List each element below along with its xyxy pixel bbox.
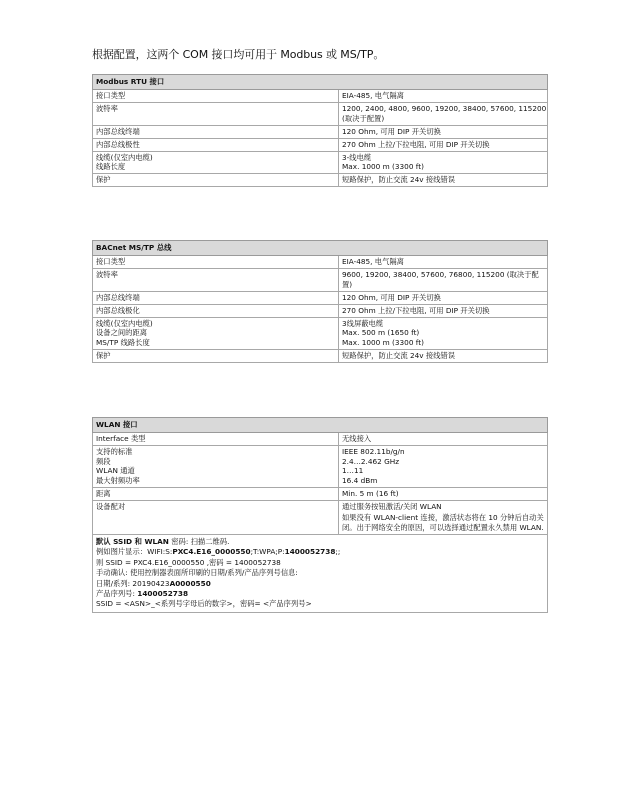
- table-row: [93, 445, 548, 487]
- spec-value-line: EIA-485, 电气隔离: [342, 91, 404, 100]
- note-line-1: 默认 SSID 和 WLAN 密码: 扫描二维码.: [96, 536, 230, 546]
- spec-value-line: 3线屏蔽电缆: [342, 318, 384, 328]
- spec-key-line: 波特率: [96, 103, 118, 113]
- spec-value: [339, 304, 548, 317]
- table-row: [93, 256, 548, 269]
- spec-value-line: 1…11: [342, 466, 364, 476]
- spec-key-line: 保护: [96, 350, 111, 360]
- spec-value-line: Max. 500 m (1650 ft): [342, 328, 420, 338]
- spec-value-line: 短路保护，防止交流 24v 接线错误: [342, 350, 456, 360]
- table-row: [93, 125, 548, 138]
- spec-key: [93, 445, 339, 487]
- spec-key: [93, 102, 339, 125]
- intro-text: 根据配置，这两个 COM 接口均可用于 Modbus 或 MS/TP。: [92, 48, 385, 61]
- spec-key-line: 设备之间的距离: [96, 328, 148, 338]
- spec-key: 设备配对: [93, 500, 339, 534]
- spec-key: [93, 349, 339, 362]
- spec-value: [339, 291, 548, 304]
- spec-value-line: 置): [342, 279, 353, 289]
- bacnet-table-title: BACnet MS/TP 总线: [93, 241, 548, 256]
- spec-key-line: 波特率: [96, 269, 118, 279]
- spec-key-line: 保护: [96, 175, 111, 185]
- spec-value: [339, 317, 548, 349]
- spec-value-line: 270 Ohm 上拉/下拉电阻, 可用 DIP 开关切换: [342, 305, 490, 315]
- spec-key-line: 内部总线极性: [96, 139, 140, 149]
- spec-key: [93, 125, 339, 138]
- spec-key: [93, 90, 339, 103]
- spec-key-line: 线缆(仅室内电缆): [96, 152, 153, 162]
- table-row: [93, 174, 548, 187]
- spec-key-line: 接口类型: [96, 257, 126, 266]
- wlan-notes: [93, 534, 548, 612]
- spec-value: [339, 102, 548, 125]
- table-row: [93, 102, 548, 125]
- spec-value-line: 2.4…2.462 GHz: [342, 456, 400, 466]
- spec-value: [339, 500, 548, 534]
- spec-value: [339, 256, 548, 269]
- spec-value: [339, 174, 548, 187]
- spec-value-line: 120 Ohm, 可用 DIP 开关切换: [342, 126, 441, 136]
- spec-value: [339, 349, 548, 362]
- spec-value: [339, 90, 548, 103]
- spec-value-line: EIA-485, 电气隔离: [342, 257, 404, 266]
- spec-value-line: Min. 5 m (16 ft): [342, 488, 399, 498]
- spec-value: [339, 268, 548, 291]
- spec-value-line: Max. 1000 m (3300 ft): [342, 337, 424, 347]
- spec-value: [339, 138, 548, 151]
- spec-key: [93, 256, 339, 269]
- spec-key: [93, 151, 339, 174]
- spec-key: [93, 138, 339, 151]
- wlan-table: [92, 417, 548, 613]
- spec-key-line: 内部总线极化: [96, 305, 140, 315]
- note-line-3: 则 SSID = PXC4.E16_0000550 ,密码 = 1400052738: [96, 557, 281, 567]
- spec-key-line: WLAN 通道: [96, 466, 135, 476]
- table-row: [93, 349, 548, 362]
- modbus-table: [92, 74, 548, 187]
- spec-value: [339, 445, 548, 487]
- spec-value-line: 9600, 19200, 38400, 57600, 76800, 115200 (取决于配: [342, 269, 539, 279]
- spec-key-line: Interface 类型: [96, 434, 146, 443]
- wlan-table-title: WLAN 接口: [93, 418, 548, 433]
- spec-value-line: 无线接入: [342, 434, 372, 443]
- spec-value-line: 16.4 dBm: [342, 475, 378, 485]
- spec-key-line: 接口类型: [96, 91, 126, 100]
- table-row: [93, 268, 548, 291]
- spec-key-line: MS/TP 线路长度: [96, 337, 150, 347]
- spec-value: [339, 125, 548, 138]
- modbus-table-title: Modbus RTU 接口: [93, 75, 548, 90]
- spec-value-line: 1200, 2400, 4800, 9600, 19200, 38400, 57600, 115200: [342, 103, 547, 113]
- spec-key-line: 距离: [96, 488, 111, 498]
- table-row: [93, 304, 548, 317]
- note-line-4: 手动确认: 使用控制器表面所印刷的日期/系列/产品序列号信息:: [96, 568, 298, 578]
- spec-key: [93, 268, 339, 291]
- spec-value: [339, 487, 548, 500]
- table-row: [93, 500, 548, 534]
- spec-key-line: 内部总线终端: [96, 126, 140, 136]
- spec-value-line: 120 Ohm, 可用 DIP 开关切换: [342, 292, 441, 302]
- note-line-6: 产品序列号: 1400052738: [96, 588, 189, 598]
- table-row: [93, 138, 548, 151]
- spec-value-line: 270 Ohm 上拉/下拉电阻, 可用 DIP 开关切换: [342, 139, 490, 149]
- note-line-5: 日期/系列: 20190423A0000550: [96, 578, 211, 588]
- spec-value-line: Max. 1000 m (3300 ft): [342, 162, 424, 172]
- spec-key: [93, 433, 339, 446]
- spec-key: [93, 291, 339, 304]
- spec-key-line: 线路长度: [96, 162, 126, 172]
- table-row: [93, 90, 548, 103]
- spec-key: [93, 317, 339, 349]
- spec-key-line: 线缆(仅室内电缆): [96, 318, 153, 328]
- table-row: [93, 487, 548, 500]
- spec-key: [93, 487, 339, 500]
- spec-value-line: 短路保护，防止交流 24v 接线错误: [342, 175, 456, 185]
- bacnet-table: [92, 240, 548, 363]
- spec-key-line: 支持的标准: [96, 446, 133, 456]
- pairing-line-2: 如果没有 WLAN-client 连接，激活状态将在 10 分钟后自动关闭。出于网络安全的原因，可以选择通过配置永久禁用 WLAN.: [342, 513, 544, 532]
- spec-value-line: IEEE 802.11b/g/n: [342, 446, 405, 456]
- note-line-2: 例如图片显示：WIFI:S:PXC4.E16_0000550;T:WPA;P:1400052738;;: [96, 547, 341, 557]
- spec-value: [339, 433, 548, 446]
- spec-value-line: 3-线电缆: [342, 152, 372, 162]
- spec-value: [339, 151, 548, 174]
- note-line-7: SSID = <ASN>_<系列号字母后的数字>，密码= <产品序列号>: [96, 599, 312, 609]
- table-row: [93, 151, 548, 174]
- spec-value-line: (取决于配置): [342, 113, 385, 123]
- wlan-notes-row: [93, 534, 548, 612]
- table-row: [93, 317, 548, 349]
- spec-key-line: 频段: [96, 456, 111, 466]
- table-row: [93, 433, 548, 446]
- spec-key: [93, 304, 339, 317]
- pairing-line-1: 通过服务按钮激活/关闭 WLAN: [342, 501, 442, 511]
- spec-key-line: 最大射频功率: [96, 475, 140, 485]
- table-row: [93, 291, 548, 304]
- spec-key-line: 内部总线终端: [96, 292, 140, 302]
- spec-key: [93, 174, 339, 187]
